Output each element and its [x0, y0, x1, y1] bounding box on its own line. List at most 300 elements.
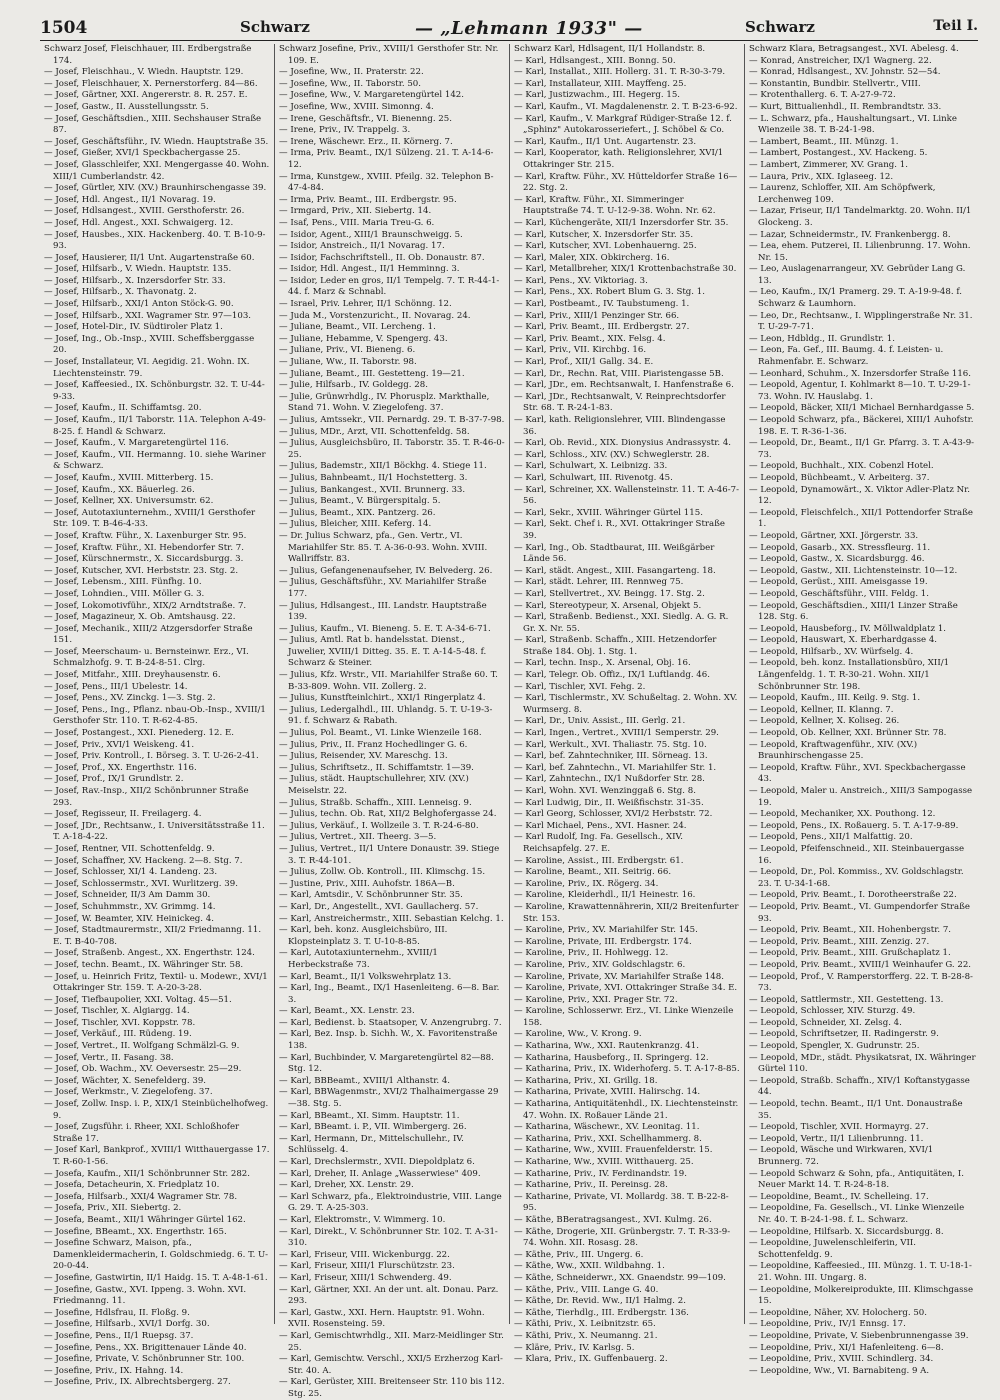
directory-entry: — Konrad, Anstreicher, IX/1 Wagnerg. 22. — [749, 55, 932, 66]
directory-entry: — Karl, Installateur, XIII. Mayffeng. 25. — [514, 78, 687, 89]
directory-entry: — Josefine, Gastwirtin, II/1 Haidg. 15. T. A-48-1-61. — [44, 1272, 268, 1283]
directory-entry: — Karl, Kraftw. Führ., XI. Simmeringer Hauptstraße 74. T. U-12-9-38. Wohn. Nr. 62. — [514, 194, 716, 217]
directory-entry: — Julius, Bankangest., XVII. Brunnerg. 33. — [279, 484, 466, 495]
directory-entry: — Karl, Bedienst. b. Staatsoper, V. Anzengrubrg. 7. — [279, 1017, 502, 1028]
directory-entry: — Karoline, Priv., IX. Rögerg. 34. — [514, 878, 659, 889]
directory-entry: — Leopold, Dynamowärt., X. Viktor Adler-Platz Nr. 12. — [749, 484, 971, 507]
directory-entry: — Leopold, Schlosser, XIV. Sturzg. 49. — [749, 1006, 916, 1017]
directory-entry: — Josef, Zugsführ. i. Rheer, XXI. Schloßhofer Straße 17. — [44, 1122, 240, 1144]
directory-entry: — Josef, Lebensm., XIII. Fünfhg. 10. — [44, 577, 202, 588]
directory-entry: — Karl, Schreiner, XX. Wallensteinstr. 11. T. A-46-7-56. — [514, 484, 740, 507]
directory-entry: — Julius, Ausgleichsbüro, II. Taborstr. 35. T. R-46-0-25. — [279, 438, 505, 460]
part-label: Teil I. — [933, 18, 978, 34]
directory-entry: — Josef, Rav.-Insp., XII/2 Schönbrunner Straße 293. — [44, 786, 249, 808]
directory-entry: — Josefine, Priv., IX. Albrechtsbergerg. 27. — [44, 1377, 231, 1388]
directory-entry: — Irma, Kunstgew., XVIII. Pfeilg. 32. Telephon B-47-4-84. — [279, 171, 494, 194]
directory-entry: — Katharine, Priv., IV. Ferdinandstr. 19. — [514, 1168, 687, 1179]
directory-entry: — Josef, u. Heinrich Fritz, Textil- u. Modewr., XVI/1 Ottakringer Str. 159. T. A-20-3-28. — [44, 971, 268, 994]
directory-entry: — Karl, BBWagenmstr., XVI/2 Thalhaimergasse 29—38. Stg. 5. — [279, 1087, 499, 1110]
directory-entry: — Karl, Gemischtw. Verschl., XXI/5 Erzherzog Karl-Str. 40. A. — [279, 1354, 503, 1376]
directory-entry: — Karl, Friseur, VIII. Wickenburgg. 22. — [279, 1249, 450, 1260]
directory-entry: — Julius, Zollw. Ob. Kontroll., III. Klimschg. 15. — [279, 867, 486, 878]
directory-entry: — Leopoldine, Näher, XV. Holocherg. 50. — [749, 1307, 927, 1318]
directory-entry: — Käthe, Schneiderwr., XX. Gnaendstr. 99—109. — [514, 1272, 726, 1283]
directory-entry: — Lazar, Friseur, II/1 Tandelmarktg. 20. Wohn. II/1 Glockeng. 3. — [749, 206, 972, 228]
directory-entry: — Josef, Schuhmmstr., XV. Grimmg. 14. — [44, 901, 216, 912]
directory-entry: — Karl, Beamt., XX. Lenstr. 23. — [279, 1006, 415, 1017]
directory-entry: — Leopold, Priv. Beamt., VI. Gumpendorfer Straße 93. — [749, 901, 970, 924]
directory-entry: — Leopold, Gasarb., XX. Stressfleurg. 11. — [749, 542, 931, 553]
directory-entry: — Karl, BBBeamt., XVIII/1 Althanstr. 4. — [279, 1075, 451, 1086]
directory-entry: — Leopold, Fleischfelch., XII/1 Pottendorfer Straße 1. — [749, 507, 973, 530]
directory-entry: — Käthe, Drogerie, XII. Grünbergstr. 7. T. R-33-9-74. Wohn. XII. Rosasg. 28. — [514, 1226, 731, 1249]
directory-entry: — Josefine, Ww., XVIII. Simonng. 4. — [279, 101, 434, 112]
directory-entry: — Karoline, Beamt., XII. Seitrig. 66. — [514, 867, 672, 878]
directory-entry: — Josefa, Priv., XII. Siebertg. 2. — [44, 1203, 182, 1214]
directory-entry: — Dr. Julius Schwarz, pfa., Gen. Vertr., VI. Mariahilfer Str. 85. T. A-36-0-93. Wohn. XVIII. Wallriffstr. 83. — [279, 530, 488, 565]
directory-entry: — Karl, Priv. Beamt., XIX. Felsg. 4. — [514, 333, 666, 344]
directory-entry: — Konstantin, Bundbir. Stellvertr., VIII. — [749, 78, 921, 89]
directory-entry: — Karl, städt. Angest., XIII. Fasangarteng. 18. — [514, 565, 716, 576]
directory-entry: — Leopold, Büchbeamt., V. Arbeiterg. 37. — [749, 472, 930, 483]
running-name-right: Schwarz — [745, 18, 815, 36]
directory-entry: — Karl, BBeamt., XI. Simm. Hauptstr. 11. — [279, 1110, 460, 1121]
directory-entry: — Josef, techn. Beamt., IX. Währinger Str. 58. — [44, 959, 244, 970]
directory-entry: — Leopold Schwarz & Sohn, pfa., Antiquitäten, I. Neuer Markt 14. T. R-24-8-18. — [749, 1168, 964, 1191]
directory-entry: — Juliane, Hebamme, V. Spengerg. 43. — [279, 333, 448, 344]
directory-entry: — Leopoldine, Beamt., IV. Schelleing. 17. — [749, 1191, 929, 1202]
directory-entry: — Leopold, Straßb. Schaffn., XIV/1 Koftanstygasse 44. — [749, 1075, 970, 1098]
running-title: — „Lehmann 1933" — — [415, 18, 643, 39]
directory-entry: — Josefine, BBeamt., XX. Engerthstr. 165. — [44, 1226, 227, 1237]
directory-entry: — Karl, Straßenb. Bedienst., XXI. Siedlg. A. G. R. Gr. X. Nr. 55. — [514, 612, 729, 634]
directory-entry: — Karl, beh. konz. Ausgleichsbüro, III. Klopsteinplatz 3. T. U-10-8-85. — [279, 925, 448, 947]
directory-entry: — Käthe, Tierhdlg., III. Erdbergstr. 136. — [514, 1307, 689, 1318]
directory-entry: — Karoline, Kleiderhdl., II/1 Heinestr. 16. — [514, 890, 696, 901]
directory-entry: — Leopold, Gastw., X. Sicardsburgg. 46. — [749, 554, 925, 565]
directory-entry: — Josef, Geschäftsdien., XIII. Sechshauser Straße 87. — [44, 113, 262, 136]
directory-entry: — Josef, Hdl. Angest., II/1 Novarag. 19. — [44, 194, 216, 205]
directory-entry: — Isidor, Hdl. Angest., II/1 Hemminng. 3. — [279, 264, 460, 275]
directory-entry: — Käthe, Ww., XXII. Wildbahng. 1. — [514, 1261, 665, 1272]
directory-entry: — Katharina, Hausbeforg., II. Springerg. 12. — [514, 1052, 709, 1063]
directory-entry: — Josef, Pens., XV. Zinckg. 1—3. Stg. 2. — [44, 693, 216, 704]
directory-entry: — Leopold, Hilfsarb., XV. Würfselg. 4. — [749, 646, 914, 657]
directory-entry: — Karl, Priv. Beamt., III. Erdbergstr. 27. — [514, 322, 690, 333]
directory-entry: — Josefine, Hdlsfrau, II. Floßg. 9. — [44, 1307, 190, 1318]
directory-entry: — Konrad, Hdlsangest., XV. Johnstr. 52—54. — [749, 67, 941, 78]
directory-entry: — Karl, Stellvertret., XV. Beingg. 17. Stg. 2. — [514, 588, 705, 599]
directory-entry: — Leopold, Kellner, X. Koliseg. 26. — [749, 716, 900, 727]
directory-entry: — Karl, Hdlsangest., XIII. Bonng. 50. — [514, 55, 676, 66]
directory-entry: — Leopold, Hausbeforg., IV. Möllwaldplatz 1. — [749, 623, 947, 634]
directory-entry: — Julius, Kunstfteinlchirt., XXI/1 Ringerplatz 4. — [279, 693, 486, 704]
directory-entry: — Josef Karl, Bankprof., XVIII/1 Witthauergasse 17. T. R-60-1-56. — [44, 1145, 270, 1167]
directory-entry: — Josef, Vertr., II. Fasang. 38. — [44, 1052, 174, 1063]
directory-entry: — Josefa, Hilfsarb., XXI/4 Wagramer Str. 78. — [44, 1191, 238, 1202]
directory-entry: — Leopold, Gärtner, XXI. Jörgerstr. 33. — [749, 530, 919, 541]
directory-entry: — Josef, Tischler, XVI. Koppstr. 78. — [44, 1017, 196, 1028]
directory-entry: — Josef, Kraftw. Führ., XI. Hebendorfer Str. 7. — [44, 542, 244, 553]
directory-entry: — Karl, Justizwachm., III. Hegerg. 15. — [514, 90, 681, 101]
directory-entry: — Josef, Tiefbaupolier, XXI. Voltag. 45—51. — [44, 994, 232, 1005]
directory-entry: — Josef, Gärtner, XXI. Angererstr. 8. R. 257. E. — [44, 90, 248, 101]
directory-entry: — Josef, Glasschleifer, XXI. Mengergasse 40. Wohn. XIII/1 Cumberlandstr. 42. — [44, 159, 270, 182]
directory-entry: — Julius, Gefangenenaufseher, IV. Belvederg. 26. — [279, 565, 493, 576]
directory-entry: — Leopold, Vertr., II/1 Lilienbrunng. 11. — [749, 1133, 924, 1144]
directory-entry: — Karl, Stereotypeur, X. Arsenal, Objekt 5. — [514, 600, 702, 611]
directory-entry: — Karl, Tischlermstr., XV. Schußeltag. 2. Wohn. XV. Wurmserg. 8. — [514, 693, 738, 715]
directory-entry: — Leopoldine, Priv., IV/1 Ennsg. 17. — [749, 1319, 906, 1330]
directory-entry: — Karl, Autotaxiunternehm., XVIII/1 Herbeckstraße 73. — [279, 948, 438, 970]
directory-entry: — Josefine, Ww., V. Margaretengürtel 142. — [279, 90, 465, 101]
directory-entry: — Justine, Priv., XIII. Auhofstr. 186A—B. — [279, 878, 455, 889]
directory-entry: — Leopoldine, Private, V. Siebenbrunnengasse 39. — [749, 1330, 969, 1341]
directory-entry: — Karl, städt. Lehrer, III. Rennweg 75. — [514, 577, 684, 588]
directory-entry: — Josef, Fleischhau., V. Wiedn. Hauptstr. 129. — [44, 67, 244, 78]
directory-entry: — Karl, Gemischtwrhdlg., XII. Marz-Meidlinger Str. 25. — [279, 1330, 504, 1353]
directory-entry: — Leopold, Dr., Pol. Kommiss., XV. Goldschlagstr. 23. T. U-34-1-68. — [749, 867, 964, 889]
directory-entry: — Josefine, Pens., II/1 Ruepsg. 37. — [44, 1330, 194, 1341]
directory-entry: — Juda M., Vorstenzuricht., II. Novarag. 24. — [279, 310, 471, 321]
directory-entry: — Leopold, Priv. Beamt., XIII. Zenzig. 27. — [749, 936, 930, 947]
directory-entry: — Leopold, Maler u. Anstreich., XIII/3 Sampogasse 19. — [749, 786, 973, 808]
directory-entry: — Leo, Kaufm., IX/1 Pramerg. 29. T. A-19-9-48. f. Schwarz & Laumhorn. — [749, 287, 962, 310]
directory-entry: — Leopold, Priv. Beamt., XVIII/1 Weinhaufer G. 22. — [749, 959, 972, 970]
directory-entry: — Karl, Dr., Rechn. Rat, VIII. Piaristengasse 5B. — [514, 368, 724, 379]
directory-entry: — Krotenthallerg. 6. T. A-27-9-72. — [749, 90, 896, 101]
directory-entry: — Josef, Kaufm., XX. Bäuerleg. 26. — [44, 484, 195, 495]
directory-entry: — Josef, Kürschnermstr., X. Siccardsburgg. 3. — [44, 554, 244, 565]
directory-entry: — Julie, Hilfsarb., IV. Goldegg. 28. — [279, 380, 428, 391]
directory-entry: — Leopold, beh. konz. Installationsbüro, XII/1 Längenfeldg. 1. T. R-30-21. Wohn. XII/1 Schönbrunner Str. 198. — [749, 658, 950, 692]
directory-entry: — Leopold, Spengler, X. Gudrunstr. 25. — [749, 1041, 920, 1052]
directory-entry: — Karl, bef. Zahntechn., VI. Mariahilfer Str. 1. — [514, 762, 717, 773]
directory-entry: — Josef, Hilfsarb., XXI. Wagramer Str. 97—103. — [44, 310, 252, 321]
directory-entry: — Karl, Gerüster, XIII. Breitenseer Str. 110 bis 112. Stg. 25. — [279, 1377, 505, 1399]
directory-entry: — Leo, Auslagenarrangeur, XV. Gebrüder Lang G. 13. — [749, 264, 966, 286]
directory-entry: — Karl, Kraftw. Führ., XV. Hütteldorfer Straße 16—22. Stg. 2. — [514, 171, 738, 194]
directory-entry: — Katharina, Priv., XXI. Schellhammerg. 8. — [514, 1133, 702, 1144]
directory-entry: — Julius, Beamt., V. Bürgerspitalg. 5. — [279, 496, 441, 507]
directory-entry: — Karl, Elektromstr., V. Wimmerg. 10. — [279, 1214, 446, 1225]
directory-entry: — Josef, W. Beamter, XIV. Heinickeg. 4. — [44, 913, 214, 924]
directory-entry: — Karl, Schloss., XIV. (XV.) Schweglerstr. 28. — [514, 449, 710, 460]
directory-entry: — Käthi, Priv., X. Neumanng. 21. — [514, 1330, 658, 1341]
directory-entry: — Josef, Prof., XX. Engerthstr. 116. — [44, 762, 197, 773]
directory-entry: — Leopold, techn. Beamt., II/1 Unt. Donaustraße 35. — [749, 1099, 963, 1121]
directory-entry: — Julius, Beamt., XIX. Pantzerg. 26. — [279, 507, 436, 518]
directory-entry: — Käthe, Priv., III. Ungerg. 6. — [514, 1249, 644, 1260]
directory-entry: — Josef, Schaffner, XV. Hackeng. 2—8. Stg. 7. — [44, 855, 243, 866]
directory-entry: — Karl, Kaufm., VI. Magdalenenstr. 2. T. B-23-6-92. — [514, 101, 738, 112]
directory-entry: — Josef, Regisseur, II. Freilagerg. 4. — [44, 809, 202, 820]
directory-entry: — Karl, Kooperator, kath. Religionslehrer, XVI/1 Ottakringer Str. 215. — [514, 148, 724, 170]
directory-entry: — Josef, Kaufm., V. Margaretengürtel 116. — [44, 438, 229, 449]
directory-entry: — Juliane, Priv., VI. Bieneng. 6. — [279, 345, 416, 356]
directory-entry: — Josef, Ing., Ob.-Insp., XVIII. Scheffsberggasse 20. — [44, 333, 255, 356]
directory-entry: — Karl, Friseur, XIII/1 Flurschützstr. 23. — [279, 1261, 455, 1272]
directory-entry: — Julius, Bademstr., XII/1 Böckhg. 4. Stiege 11. — [279, 461, 487, 472]
directory-entry: — Karl, Kaufm., V. Markgraf Rüdiger-Straße 12. f. „Sphinz" Autokarosseriefert., J. Schöbel & Co. — [514, 113, 732, 136]
directory-entry: — Karl, Direkt., V. Schönbrunner Str. 102. T. A-31-310. — [279, 1226, 498, 1249]
directory-entry: — Karl, Priv., XIII/1 Penzinger Str. 66. — [514, 310, 680, 321]
directory-entry: — Karl, BBeamt. i. P., VII. Wimbergerg. 26. — [279, 1122, 467, 1133]
directory-entry: — Josefine, Pens., XX. Brigittenauer Lände 40. — [44, 1342, 247, 1353]
directory-entry: — Josef, Hilfsarb., XXI/1 Anton Stöck-G. 90. — [44, 299, 234, 310]
directory-entry: — Karl, Küchengeräte, XII/1 Inzersdorfer Str. 35. — [514, 217, 729, 228]
directory-entry: — Karl, Dr., Univ. Assist., III. Gerlg. 21. — [514, 716, 686, 727]
directory-entry: — Julius, Schriftsetz., II. Schiffamtstr. 1—39. — [279, 762, 474, 773]
directory-entry: — Leopoldine, Molkereiprodukte, III. Klimschgasse 15. — [749, 1284, 974, 1307]
directory-entry: — Karl, Dreher, II. Anlage „Wasserwiese" 409. — [279, 1168, 481, 1179]
directory-entry: — Leopold, Ob. Kellner, XXI. Brünner Str. 78. — [749, 728, 947, 739]
directory-entry: — Leopold, Priv. Beamt., XII. Hohenbergstr. 7. — [749, 925, 952, 936]
directory-entry: — Leopoldine, Juwelenschleiferin, VII. Schottenfeldg. 9. — [749, 1238, 917, 1260]
directory-entry: — Josef, Pens., Ing., Pflanz. nbau-Ob.-Insp., XVIII/1 Gersthofer Str. 110. T. R-62-4-85. — [44, 704, 266, 727]
directory-entry: — Leopold, Kaufm., III. Keilg. 9. Stg. 1. — [749, 693, 921, 704]
directory-entry: — Karl, Gärtner, XXI. An der unt. alt. Donau. Parz. 293. — [279, 1284, 499, 1307]
directory-entry: — Josef, Ob. Wachm., XV. Oeversestr. 25—29. — [44, 1064, 242, 1075]
directory-entry: — Karoline, Private, XV. Mariahilfer Straße 148. — [514, 971, 724, 982]
directory-entry: — Josef, Kraftw. Führ., X. Laxenburger Str. 95. — [44, 530, 247, 541]
directory-entry: — Karl, Prof., XII/1 Gallg. 34. E. — [514, 357, 654, 368]
directory-entry: — Julius, Geschäftsführ., XV. Mariahilfer Straße 177. — [279, 577, 487, 599]
page-header — [40, 18, 978, 41]
directory-entry: Schwarz Josef, Fleischhauer, III. Erdbergstraße 174. — [44, 44, 252, 66]
directory-entry: — Leonhard, Schuhm., X. Inzersdorfer Straße 116. — [749, 368, 972, 379]
directory-entry: — Josef, Fleischhauer, X. Pernerstorferg. 84—86. — [44, 78, 258, 89]
directory-entry: — Julius, Priv., II. Franz Hochedlinger G. 6. — [279, 739, 468, 750]
directory-entry: — Karl, Beamt., II/1 Volkswehrplatz 13. — [279, 971, 452, 982]
directory-entry: — Josef, Straßenb. Angest., XX. Engerthstr. 124. — [44, 948, 255, 959]
directory-entry: — Julius, Verkäuf., I. Wollzeile 3. T. R-24-6-80. — [279, 820, 479, 831]
directory-entry: — Julius, städt. Hauptschullehrer, XIV. (XV.) Meiselstr. 22. — [279, 774, 469, 796]
directory-entry: — Isidor, Agent., XIII/1 Braunschweigg. 5. — [279, 229, 463, 240]
directory-entry: — Josef, Gastw., II. Ausstellungsstr. 5. — [44, 101, 209, 112]
directory-entry: — Josef, Werkmstr., V. Ziegelofeng. 37. — [44, 1087, 213, 1098]
directory-entry: — Josefine Schwarz, Maison, pfa., Damenkleidermacherin, I. Goldschmiedg. 6. T. U-20-0-44. — [44, 1238, 269, 1272]
directory-entry: — Josefine, Ww., II. Praterstr. 22. — [279, 67, 424, 78]
column-3 — [510, 44, 745, 1365]
directory-entry: — Leopold, Prof., V. Ramperstorfferg. 22. T. B-28-8-73. — [749, 971, 973, 994]
directory-entry: — Leopold, Dr., Beamt., II/1 Gr. Pfarrg. 3. T. A-43-9-73. — [749, 438, 975, 460]
directory-entry: — Karoline, Priv., II. Hohlwegg. 12. — [514, 948, 669, 959]
directory-entry: — Leopold, Schneider, XI. Zelsg. 4. — [749, 1017, 902, 1028]
directory-entry: — Katharina, Antiquitätenhdl., IX. Liechtensteinstr. 47. Wohn. IX. Roßauer Lände 21. — [514, 1099, 739, 1121]
directory-entry: — Josef, Prof., IX/1 Grundlstr. 2. — [44, 774, 184, 785]
directory-entry: — Josef, Schneider, II/3 Am Damm 30. — [44, 890, 211, 901]
directory-entry: — Isidor, Leder en gros, II/1 Tempelg. 7. T. R-44-1-44. f. Marz & Schnabl. — [279, 275, 500, 298]
page-number: 1504 — [40, 18, 88, 38]
directory-entry: — Josefine, Ww., II. Taborstr. 50. — [279, 78, 422, 89]
directory-entry: — Laurenz, Schloffer, XII. Am Schöpfwerk, Lerchenweg 109. — [749, 183, 936, 205]
directory-entry: — Karl, Bez. Insp. b. Sichh. W., X. Favoritenstraße 138. — [279, 1029, 498, 1052]
directory-entry: — Josefine, Gastw., XVI. Ippeng. 3. Wohn. XVI. Friedmanng. 11. — [44, 1284, 247, 1307]
directory-entry: — Josef, Installateur, VI. Aegidig. 21. Wohn. IX. Liechtensteinstr. 79. — [44, 357, 250, 379]
directory-entry: — Josef, Kaufm., XVIII. Mitterberg. 15. — [44, 472, 214, 483]
directory-entry: — Julius, Bahnbeamt., II/1 Hochstetterg. 3. — [279, 472, 468, 483]
directory-entry: — Julius, Amtssekr., VII. Pernardg. 29. T. B-37-7-98. — [279, 415, 505, 425]
directory-entry: — Karoline, Ww., V. Krong. 9. — [514, 1029, 642, 1040]
directory-entry: — Leopold, Gerüst., XIII. Ameisgasse 19. — [749, 577, 928, 588]
directory-entry: — Josef, Postangest., XXI. Pienederg. 12. E. — [44, 728, 234, 739]
directory-entry: — Karl, Metallbreher, XIX/1 Krottenbachstraße 30. — [514, 264, 737, 275]
directory-entry: — Leopold, Gastw., XII. Lichtensteinstr. 10—12. — [749, 565, 958, 576]
directory-entry: — Julius, techn. Ob. Rat, XII/2 Belghofergasse 24. — [279, 809, 497, 820]
directory-entry: — Leopold, Schriftsetzer, II. Radingerstr. 9. — [749, 1029, 939, 1040]
directory-entry: — Karoline, Private, III. Erdbergstr. 174. — [514, 936, 692, 947]
directory-entry: — Josef, Magazineur, X. Ob. Amtshausg. 22. — [44, 612, 236, 623]
directory-entry: — Lambert, Beamt., III. Münzg. 1. — [749, 136, 899, 147]
directory-entry: — Julius, Kaufm., VI. Bieneng. 5. E. T. A-34-6-71. — [279, 623, 491, 634]
directory-entry: — Julius, Kfz. Wrstr., VII. Mariahilfer Straße 60. T. B-33-809. Wohn. VII. Zollerg. 2. — [279, 670, 498, 692]
directory-entry: — Karl, Kaufm., II/1 Unt. Augartenstr. 23. — [514, 136, 697, 147]
directory-entry: — Leopold, Agentur, I. Kohlmarkt 8—10. T. U-29-1-73. Wohn. IV. Hauslabg. 1. — [749, 380, 971, 402]
directory-columns — [40, 44, 980, 1399]
directory-entry: — Leopoldine, Priv., XVIII. Schindlerg. 34. — [749, 1354, 934, 1365]
directory-entry: — Leopold, Geschäftsdien., XIII/1 Linzer Straße 128. Stg. 6. — [749, 600, 958, 623]
directory-entry: — Josef, Gießer, XVI/1 Speckbachergasse 25. — [44, 148, 241, 159]
directory-entry: — Josef, Vertret., II. Wolfgang Schmälzl-G. 9. — [44, 1041, 240, 1052]
directory-entry: — Karl, Werkult., XVI. Thaliastr. 75. Stg. 10. — [514, 739, 707, 750]
directory-entry: — Leopold, Bäcker, XII/1 Michael Bernhardgasse 5. — [749, 403, 975, 414]
directory-entry: — Leopold, Pens., IX. Roßauerg. 5. T. A-17-9-89. — [749, 820, 959, 831]
directory-entry: — Leopold, Tischler, XVII. Hormayrg. 27. — [749, 1122, 929, 1133]
running-name-left: Schwarz — [240, 18, 310, 36]
directory-entry: — Lazar, Schneidermstr., IV. Frankenbergg. 8. — [749, 229, 951, 240]
directory-entry: — Karl, Zahntechn., IX/1 Nußdorfer Str. 28. — [514, 774, 705, 785]
directory-entry: — Josef, Tischler, X. Algiargg. 14. — [44, 1006, 190, 1017]
directory-entry: — Karl, Amtsdir., V. Schönbrunner Str. 35. — [279, 890, 463, 901]
directory-entry: — Irene, Geschäftsfr., VI. Bienenng. 25. — [279, 113, 452, 124]
directory-entry: — Julius, Bleicher, XIII. Keferg. 14. — [279, 519, 432, 530]
directory-entry: — Karl, Ing., Beamt., IX/1 Hasenleiteng. 6—8. Bar. 3. — [279, 983, 500, 1005]
directory-entry: — Isidor, Fachschriftstell., II. Ob. Donaustr. 87. — [279, 252, 485, 263]
directory-entry: — Karoline, Priv., XIV. Goldschlagstr. 6. — [514, 959, 686, 970]
directory-entry: — Käthi, Priv., X. Leibnitzstr. 65. — [514, 1319, 656, 1330]
directory-entry: — Karl, Anstreichermstr., XIII. Sebastian Kelchg. 1. — [279, 913, 504, 924]
directory-entry: — Karoline, Private, XVI. Ottakringer Straße 34. E. — [514, 983, 738, 994]
directory-entry: — Juliane, Beamt., VII. Lercheng. 1. — [279, 322, 436, 333]
directory-entry: Schwarz Klara, Betragsangest., XVI. Abelesg. 4. — [749, 44, 959, 54]
directory-entry: — Karl, Pens., XV. Viktoriag. 3. — [514, 275, 648, 286]
directory-entry: — Karl, Kutscher, XVI. Lobenhauerng. 25. — [514, 241, 697, 252]
directory-entry: — Leopold, Hauswart, X. Eberhardgasse 4. — [749, 635, 938, 646]
directory-entry: — Karl, Telegr. Ob. Offiz., IX/1 Luftlandg. 46. — [514, 670, 710, 681]
directory-entry: — Josef, Mitfahr., XIII. Dreyhausenstr. 6. — [44, 670, 221, 681]
directory-entry: — Käthe, Priv., VIII. Lange G. 40. — [514, 1284, 659, 1295]
directory-entry: — Karl, Priv., VII. Kirchbg. 16. — [514, 345, 647, 356]
directory-entry: — Karl Schwarz, pfa., Elektroindustrie, VIII. Lange G. 29. T. A-25-303. — [279, 1191, 502, 1214]
directory-entry: — Josef, Kutscher, XVI. Herbststr. 23. Stg. 2. — [44, 565, 239, 576]
directory-entry: — Katharine, Private, VI. Mollardg. 38. T. B-22-8-95. — [514, 1191, 729, 1214]
directory-entry: — Irma, Priv. Beamt., III. Erdbergstr. 95. — [279, 194, 457, 205]
directory-entry: — Josef, Verkäuf., III. Rüdeng. 19. — [44, 1029, 192, 1040]
directory-entry: — Karl Michael, Pens., XVI. Hasner. 24. — [514, 820, 687, 831]
directory-entry: — Julius, Straßb. Schaffn., XIII. Lenneisg. 9. — [279, 797, 472, 808]
directory-entry: — Katharina, Priv., XI. Grillg. 18. — [514, 1075, 658, 1086]
directory-entry: — Irene, Wäschewr. Erz., II. Körnerg. 7. — [279, 136, 453, 147]
directory-entry: — Josef, Zollw. Insp. i. P., XIX/1 Steinbüchelhofweg. 9. — [44, 1099, 269, 1121]
directory-entry: — Karl, Ingen., Vertret., XVIII/1 Semperstr. 29. — [514, 728, 719, 739]
directory-entry: — Karl Ludwig, Dir., II. Weißfischstr. 31-35. — [514, 797, 704, 808]
directory-entry: — Leopold, Pens., XII/1 Malfattig. 20. — [749, 832, 913, 843]
directory-entry: — Josef, Geschäftsführ., IV. Wiedn. Hauptstraße 35. — [44, 136, 269, 147]
directory-entry: — Karl, Dreher, XX. Lenstr. 29. — [279, 1180, 414, 1191]
column-1 — [40, 44, 275, 1388]
directory-entry: — Josef, Hausbes., XIX. Hackenberg. 40. T. B-10-9-93. — [44, 229, 266, 252]
directory-entry: — Käthe, Dr. Revid. Ww., II/1 Halmg. 2. — [514, 1296, 686, 1307]
directory-entry: — Julie, Grünwrhdlg., IV. Phorusplz. Markthalle, Stand 71. Wohn. V. Ziegelofeng. 37. — [279, 391, 490, 414]
directory-entry: — Josefa, Beamt., XII/1 Währinger Gürtel 162. — [44, 1214, 246, 1225]
directory-entry: — Karl, Kutscher, X. Inzersdorfer Str. 35. — [514, 229, 694, 240]
directory-entry: — Karl, JDr., em. Rechtsanwalt, I. Hanfenstraße 6. — [514, 380, 734, 391]
directory-entry: — Julius, Vertret., II/1 Untere Donaustr. 39. Stiege 3. T. R-44-101. — [279, 843, 500, 866]
directory-entry: — Irma, Priv. Beamt., IX/1 Sülzeng. 21. T. A-14-6-12. — [279, 148, 494, 170]
directory-entry: — Josef, Hdlsangest., XVIII. Gersthoferstr. 26. — [44, 206, 245, 217]
directory-entry: — Karl, Sekt. Chef i. R., XVI. Ottakringer Straße 39. — [514, 519, 725, 541]
directory-entry: — Leon, Hdbldg., II. Grundlstr. 1. — [749, 333, 895, 344]
directory-entry: — Josef, Rentner, VII. Schottenfeldg. 9. — [44, 843, 215, 854]
directory-entry: — Leopold, MDr., städt. Physikatsrat, IX. Währinger Gürtel 110. — [749, 1052, 976, 1075]
directory-entry: — Leopold, Kellner, II. Klanng. 7. — [749, 704, 894, 715]
directory-entry: — Karl, Ing., Ob. Stadtbaurat, III. Weißgärber Lände 56. — [514, 542, 715, 565]
directory-entry: — Josef, Hdl. Angest., XXI. Schwaigerg. 12. — [44, 217, 234, 228]
directory-entry: — Josef, Meerschaum- u. Bernsteinwr. Erz., VI. Schmalzhofg. 9. T. B-24-8-51. Clrg. — [44, 646, 249, 669]
directory-entry: — Katharina, Private, XVIII. Halirschg. 14. — [514, 1087, 701, 1098]
directory-entry: — Leopold, Buchhalt., XIX. Cobenzl Hotel. — [749, 461, 934, 472]
directory-entry: — Leopold, Kraftwagenführ., XIV. (XV.) Braunhirschengasse 25. — [749, 739, 918, 762]
directory-entry: — Karl, techn. Insp., X. Arsenal, Obj. 16. — [514, 658, 691, 669]
directory-entry: — Katharina, Priv., IX. Widerhoferg. 5. T. A-17-8-85. — [514, 1064, 740, 1075]
directory-entry: — Julius, Pol. Beamt., VI. Linke Wienzeile 168. — [279, 728, 482, 739]
directory-entry: — Israel, Priv. Lehrer, II/1 Schönng. 12. — [279, 299, 452, 310]
directory-entry: — Josef, Stadtmaurermstr., XII/2 Friedmanng. 11. E. T. B-40-708. — [44, 925, 262, 947]
directory-entry: — Katharina, Ww., XXI. Rautenkranzg. 41. — [514, 1041, 699, 1052]
directory-entry: — Karl, kath. Religionslehrer, VIII. Blindengasse 36. — [514, 415, 726, 437]
directory-entry: — Karl, Dr., Angestellt., XVI. Gaullacherg. 57. — [279, 901, 479, 912]
directory-entry: — Leopold, Priv. Beamt., XIII. Grußchaplatz 1. — [749, 948, 951, 959]
directory-entry: — L. Schwarz, pfa., Haushaltungsart., VI. Linke Wienzeile 38. T. B-24-1-98. — [749, 113, 957, 136]
directory-entry: — Leopoldine, Hilfsarb. X. Siccardsburgg. 8. — [749, 1226, 944, 1237]
directory-entry: — Julius, MDr., Arzt, VII. Schottenfeldg. 58. — [279, 426, 470, 437]
directory-entry: — Karl, Pens., XX. Robert Blum G. 3. Stg. 1. — [514, 287, 705, 298]
directory-entry: — Josef, Pens., III/1 Ubelestr. 14. — [44, 681, 188, 692]
directory-entry: — Josef, Kaufm., II/1 Taborstr. 11A. Telephon A-49-8-25. f. Handl & Schwarz. — [44, 415, 266, 437]
directory-entry: — Josef, Hausierer, II/1 Unt. Augartenstraße 60. — [44, 252, 255, 263]
directory-entry: — Karl Georg, Schlosser, XVI/2 Herbststr. 72. — [514, 809, 713, 820]
directory-entry: — Josefine, Hilfsarb., XVI/1 Dorfg. 30. — [44, 1319, 210, 1330]
directory-entry: — Josef, Lohndien., VIII. Möller G. 3. — [44, 588, 205, 599]
directory-entry: — Leopold, Geschäftsführ., VIII. Feldg. 1. — [749, 588, 930, 599]
directory-entry: — Josef, Lokomotivführ., XIX/2 Arndtstraße. 7. — [44, 600, 247, 611]
directory-entry: — Karl, Ob. Revid., XIX. Dionysius Andrassystr. 4. — [514, 438, 732, 449]
directory-entry: — Kurt, Bittualienhdl., II. Rembrandtstr. 33. — [749, 101, 942, 112]
directory-entry: — Josefine, Priv., IX. Hahng. 14. — [44, 1365, 184, 1376]
directory-entry: — Karl, Wohn. XVI. Wenzinggaß 6. Stg. 8. — [514, 786, 696, 796]
directory-entry: — Karoline, Priv., XXI. Prager Str. 72. — [514, 994, 678, 1005]
directory-entry: — Leopold, Pfeifenschneid., XII. Steinbauergasse 16. — [749, 843, 965, 866]
directory-entry: — Karl, Tischler, XVI. Fehg. 2. — [514, 681, 646, 692]
directory-entry: — Karl Rudolf, Ing. Fa. Gesellsch., XIV. Reichsapfelg. 27. E. — [514, 832, 683, 854]
directory-entry: — Josef, Kellner, XX. Universumstr. 62. — [44, 496, 214, 507]
directory-entry: — Katharine, Priv., II. Pereinsg. 28. — [514, 1180, 668, 1191]
directory-entry: — Klara, Priv., IX. Guffenbauerg. 2. — [514, 1354, 668, 1365]
directory-entry: — Julius, Vertret., XII. Theerg. 3—5. — [279, 832, 437, 843]
directory-entry: — Leopoldine, Ww., VI. Barnabiteng. 9 A. — [749, 1365, 930, 1376]
directory-entry: — Karl, bef. Zahntechniker, III. Sörneag. 13. — [514, 751, 708, 762]
